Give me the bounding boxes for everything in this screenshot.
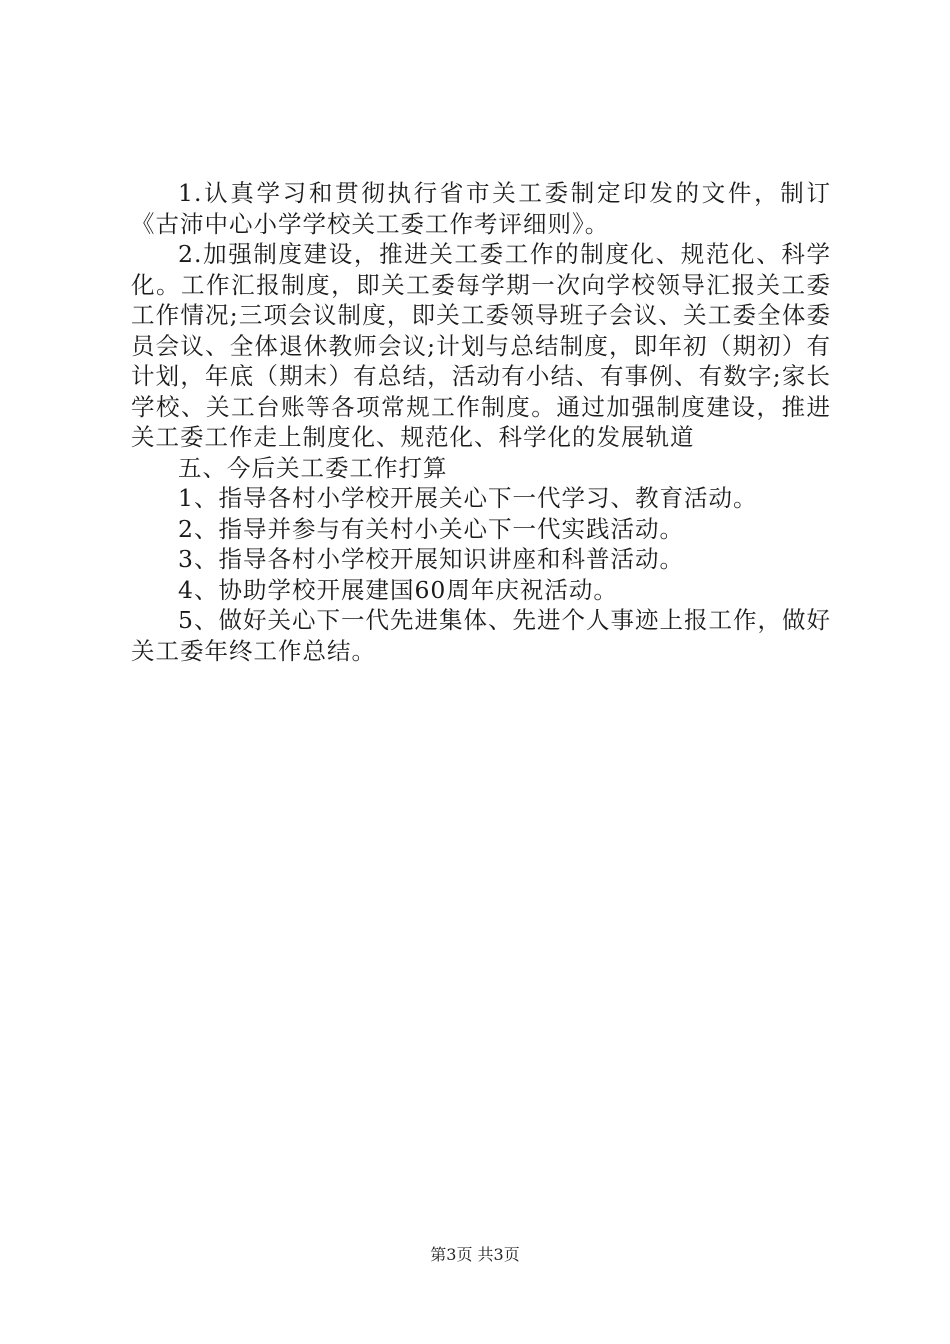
list-item-plan-5: 5、做好关心下一代先进集体、先进个人事迹上报工作，做好关工委年终工作总结。	[131, 606, 831, 665]
page-footer	[0, 1244, 950, 1266]
document-body	[131, 178, 831, 666]
list-item-plan-4: 4、协助学校开展建国60周年庆祝活动。	[178, 575, 618, 604]
page-number-label: 第3页 共3页	[430, 1245, 520, 1264]
paragraph-system-building: 2.加强制度建设，推进关工委工作的制度化、规范化、科学化。工作汇报制度，即关工委每学期一次向学校领导汇报关工委工作情况;三项会议制度，即关工委领导班子会议、关工委全体委员会议、全体退休教师会议;计划与总结制度，即年初（期初）有计划，年底（期末）有总结，活动有小结、有事例、有数字;家长学校、关工台账等各项常规工作制度。通过加强制度建设，推进关工委工作走上制度化、规范化、科学化的发展轨道	[131, 240, 831, 451]
list-item-plan-2: 2、指导并参与有关村小关心下一代实践活动。	[178, 514, 684, 543]
list-item-plan-1: 1、指导各村小学校开展关心下一代学习、教育活动。	[178, 484, 758, 512]
paragraph-study-documents: 1.认真学习和贯彻执行省市关工委制定印发的文件，制订《古沛中心小学学校关工委工作考评细则》。	[131, 179, 831, 238]
section-heading-future-plans: 五、今后关工委工作打算	[178, 453, 448, 482]
list-item-plan-3: 3、指导各村小学校开展知识讲座和科普活动。	[178, 545, 684, 573]
